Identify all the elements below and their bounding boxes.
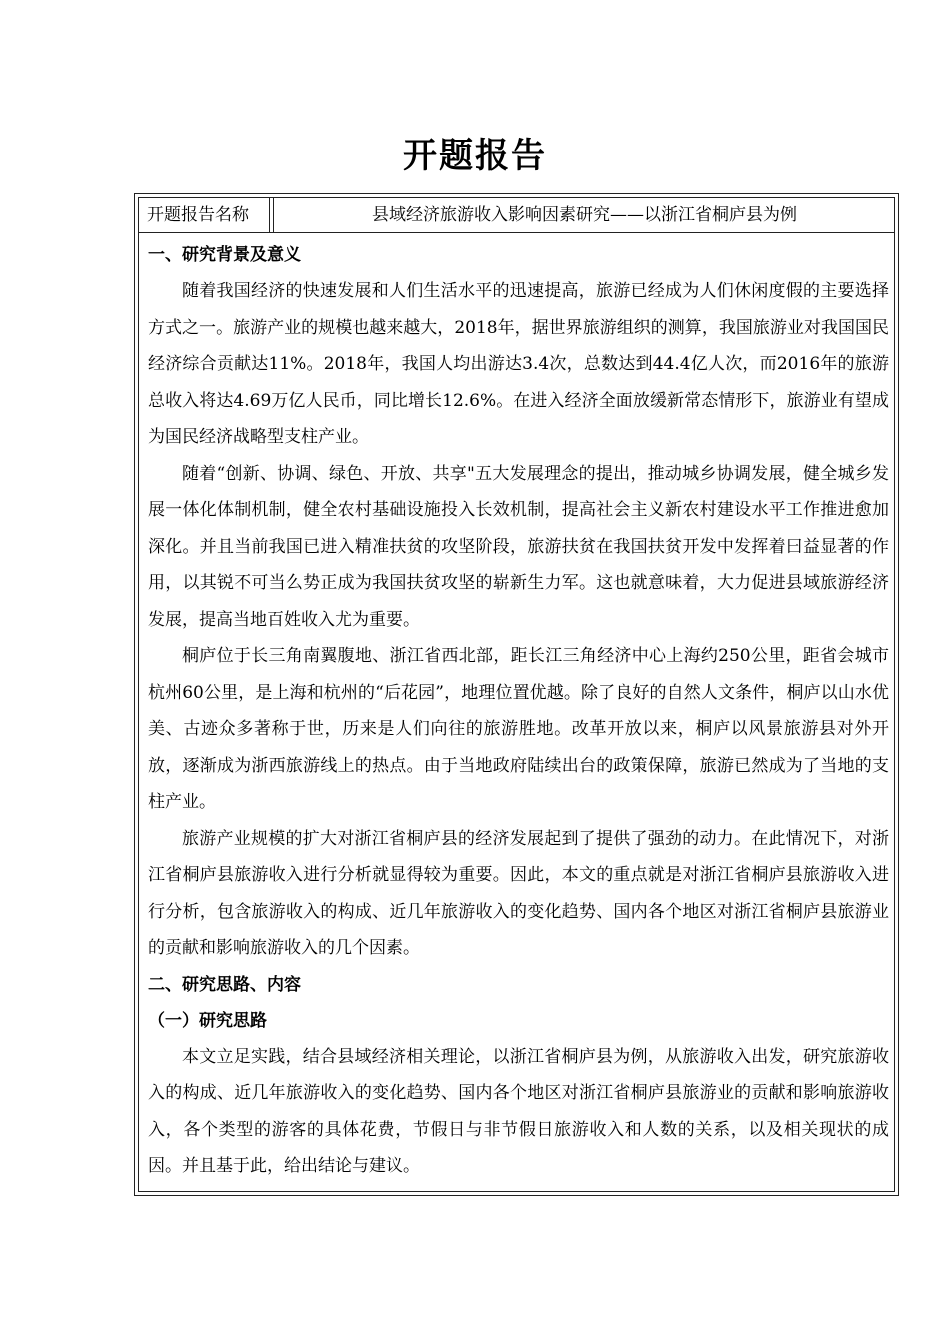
report-table-inner [138,197,895,1192]
subsection-heading: （一）研究思路 [148,1010,267,1031]
report-table [134,193,899,1196]
paragraph: 旅游产业规模的扩大对浙江省桐庐县的经济发展起到了提供了强劲的动力。在此情况下，对浙江省桐庐县旅游收入进行分析就显得较为重要。因此，本文的重点就是对浙江省桐庐县旅游收入进行分析，包含旅游收入的构成、近几年旅游收入的变化趋势、国内各个地区对浙江省桐庐县旅游业的贡献和影响旅游收入的几个因素。 [148,828,889,958]
section-heading-background: 一、研究背景及意义 [148,245,301,265]
paragraph: 桐庐位于长三角南翼腹地、浙江省西北部，距长江三角经济中心上海约250公里，距省会城市杭州60公里，是上海和杭州的“后花园”，地理位置优越。除了良好的自然人文条件，桐庐以山水优美、古迹众多著称于世，历来是人们向往的旅游胜地。改革开放以来，桐庐以风景旅游县对外开放，逐渐成为浙西旅游线上的热点。由于当地政府陆续出台的政策保障，旅游已然成为了当地的支柱产业。 [148,646,889,812]
column-divider [273,198,274,232]
paragraph: 本文立足实践，结合县域经济相关理论，以浙江省桐庐县为例，从旅游收入出发，研究旅游收入的构成、近几年旅游收入的变化趋势、国内各个地区对浙江省桐庐县旅游业的贡献和影响旅游收入，各个类型的游客的具体花费，节假日与非节假日旅游收入和人数的关系，以及相关现状的成因。并且基于此，给出结论与建议。 [148,1046,889,1176]
report-name-value: 县域经济旅游收入影响因素研究——以浙江省桐庐县为例 [372,205,797,225]
section-heading-approach: 二、研究思路、内容 [148,974,301,995]
page-title: 开题报告 [403,136,547,176]
report-name-label: 开题报告名称 [139,198,270,232]
paragraph: 随着“创新、协调、绿色、开放、共享"五大发展理念的提出，推动城乡协调发展，健全城乡发展一体化体制机制，健全农村基础设施投入长效机制，提高社会主义新农村建设水平工作推进愈加深化。并且当前我国已进入精准扶贫的攻坚阶段，旅游扶贫在我国扶贫开发中发挥着曰益显著的作用，以其锐不可当么势正成为我国扶贫攻坚的崭新生力军。这也就意味着，大力促进县域旅游经济发展，提高当地百姓收入尤为重要。 [148,463,889,630]
report-name-row [139,198,894,233]
paragraph: 随着我国经济的快速发展和人们生活水平的迅速提高，旅游已经成为人们休闲度假的主要选择方式之一。旅游产业的规模也越来越大，2018年，据世界旅游组织的测算，我国旅游业对我国国民经济综合贡献达11%。2018年，我国人均出游达3.4次，总数达到44.4亿人次，而2016年的旅游总收入将达4.69万亿人民币，同比增长12.6%。在进入经济全面放缓新常态情形下，旅游业有望成为国民经济战略型支柱产业。 [148,281,889,447]
report-body [148,237,889,1185]
